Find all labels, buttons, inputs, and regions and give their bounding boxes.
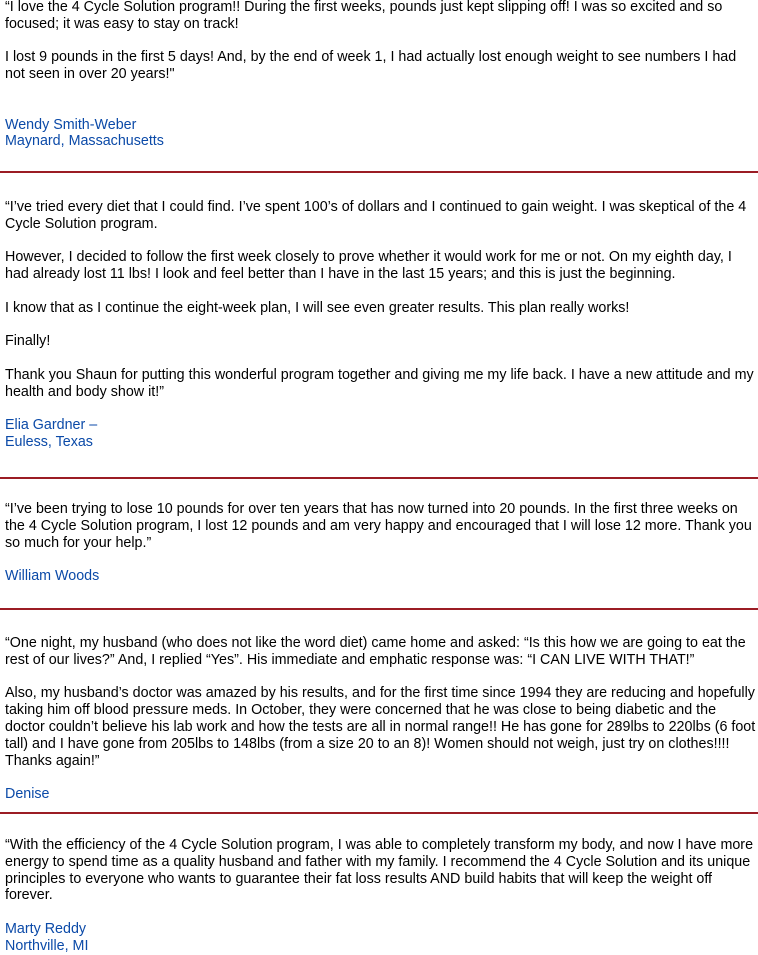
divider <box>0 171 758 173</box>
author-location: Maynard, Massachusetts <box>5 133 164 150</box>
testimonial-author <box>5 921 758 955</box>
testimonial-text: “I’ve been trying to lose 10 pounds for over ten years that has now turned into 20 pounds. In the first three weeks on the 4 Cycle Solution program, I lost 12 pounds and am very happy and encouraged that I will lose 12 more. Thank you so much for your help.” <box>5 501 752 551</box>
divider <box>0 812 758 814</box>
testimonial-text: I know that as I continue the eight-week plan, I will see even greater results. This plan really works! <box>5 299 630 316</box>
author-location: Northville, MI <box>5 937 89 954</box>
author-name: Wendy Smith-Weber <box>5 116 137 133</box>
author-location: Euless, Texas <box>5 434 93 451</box>
author-name: William Woods <box>5 568 100 585</box>
testimonial <box>5 501 758 585</box>
author-name: Elia Gardner – <box>5 417 98 434</box>
testimonial-text: Also, my husband’s doctor was amazed by his results, and for the first time since 1994 they are reducing and hopefully taking him off blood pressure meds. In October, they were concerned that he was close to being diabetic and the doctor couldn’t believe his lab work and how the tests are all in normal range!! He has gone for 289lbs to 220lbs (6 foot tall) and I have gone from 205lbs to 148lbs (from a size 20 to an 8)! Women should not weigh, just try on clothes!!!! Thanks again!” <box>5 685 756 769</box>
divider <box>0 477 758 479</box>
testimonial-text: However, I decided to follow the first week closely to prove whether it would work for me or not. On my eighth day, I had already lost 11 lbs! I look and feel better than I have in the last 15 years; and this is just the beginning. <box>5 249 732 283</box>
testimonial-text: “I love the 4 Cycle Solution program!! During the first weeks, pounds just kept slipping off! I was so excited and so focused; it was easy to stay on track! <box>5 0 723 32</box>
testimonial-author <box>5 786 758 803</box>
testimonial-text: I lost 9 pounds in the first 5 days! And, by the end of week 1, I had actually lost enough weight to see numbers I had not seen in over 20 years!" <box>5 49 737 83</box>
divider <box>0 608 758 610</box>
testimonial-text: “With the efficiency of the 4 Cycle Solution program, I was able to completely transform my body, and now I have more energy to spend time as a quality husband and father with my family. I recommend the 4 Cycle Solution and its unique principles to everyone who wants to guarantee their fat loss results AND build habits that will keep the weight off forever. <box>5 837 754 904</box>
testimonial <box>5 0 758 150</box>
testimonial-text: Thank you Shaun for putting this wonderful program together and giving me my life back. I have a new attitude and my health and body show it!” <box>5 366 754 400</box>
testimonial-text: “One night, my husband (who does not like the word diet) came home and asked: “Is this how we are going to eat the rest of our lives?” And, I replied “Yes”. His immediate and emphatic response was: “I CAN LIVE WITH THAT!” <box>5 635 746 668</box>
testimonial <box>5 635 758 803</box>
author-name: Denise <box>5 786 50 803</box>
testimonial <box>5 199 758 451</box>
testimonial-author <box>5 117 758 151</box>
author-name: Marty Reddy <box>5 920 87 937</box>
testimonial-text: Finally! <box>5 333 51 350</box>
testimonial-author <box>5 568 758 585</box>
testimonial-text: “I’ve tried every diet that I could find. I’ve spent 100’s of dollars and I continued to gain weight. I was skeptical of the 4 Cycle Solution program. <box>5 199 747 232</box>
testimonial-author <box>5 417 758 451</box>
